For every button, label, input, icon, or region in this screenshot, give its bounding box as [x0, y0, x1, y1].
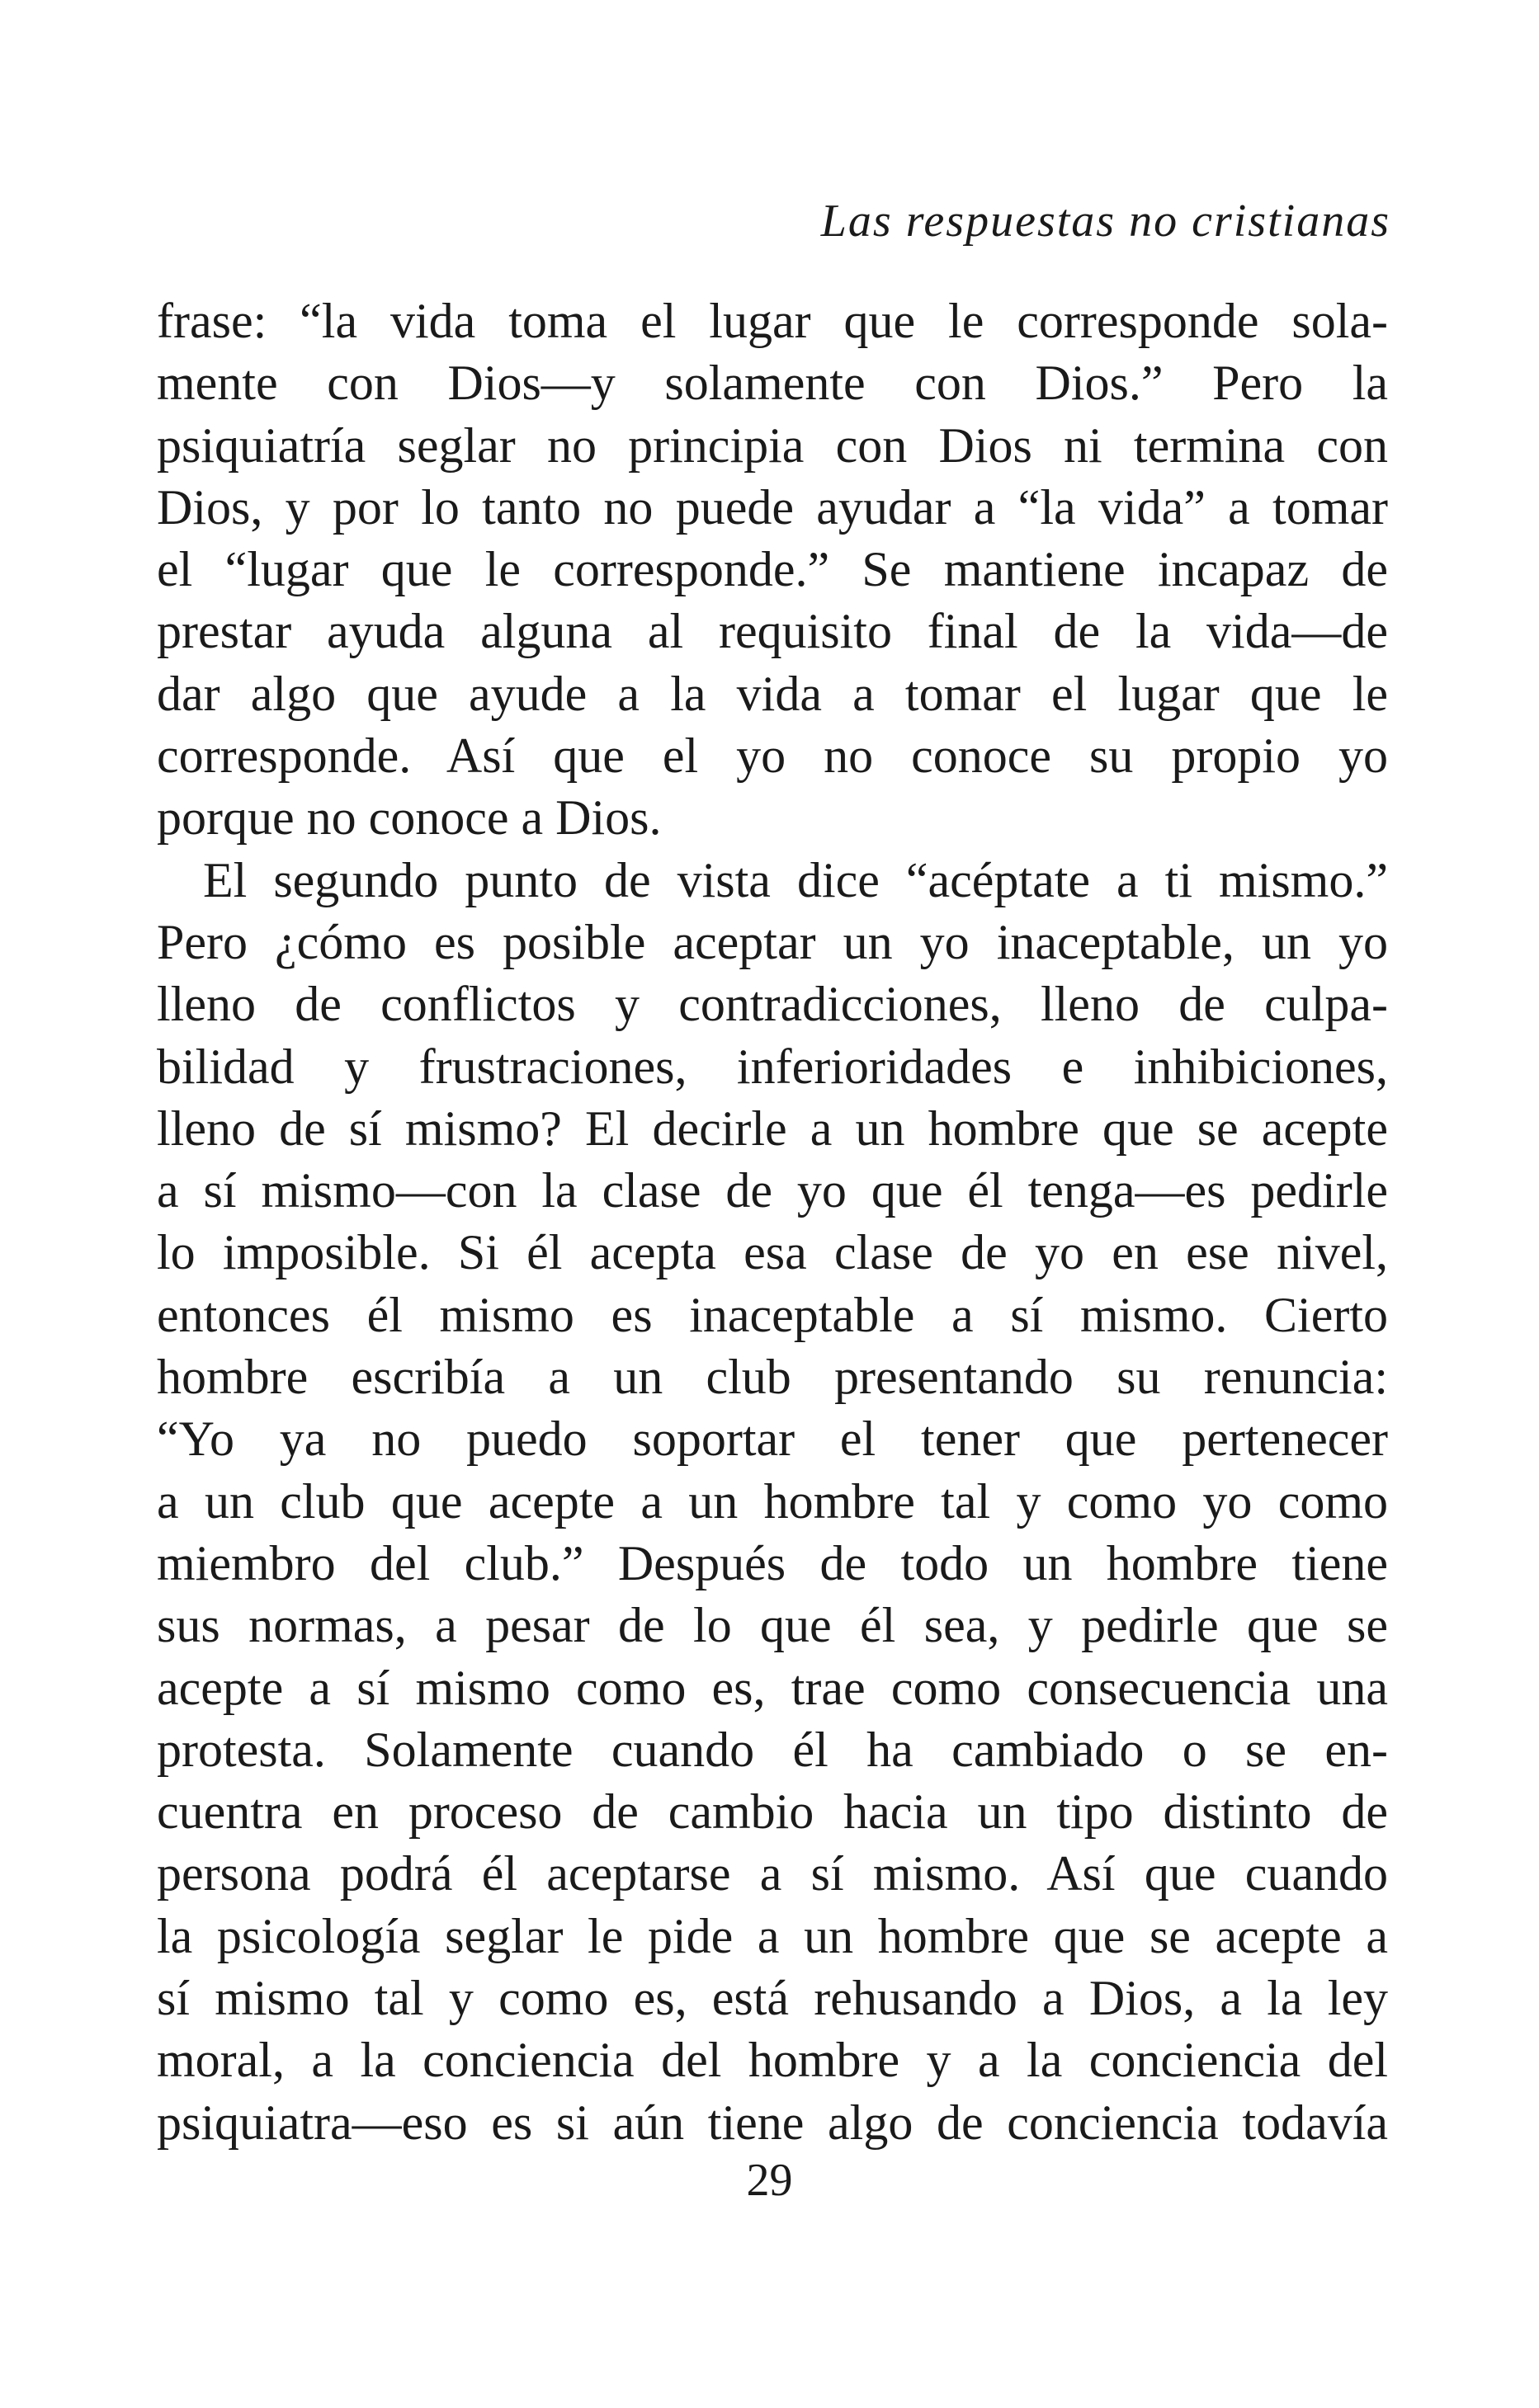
text-line: protesta. Solamente cuando él ha cambiado o se en-	[157, 1722, 1388, 1777]
text-line: prestar ayuda alguna al requisito final de la vida—de	[157, 604, 1388, 659]
text-line: sus normas, a pesar de lo que él sea, y pedirle que se	[157, 1598, 1388, 1653]
text-line: la psicología seglar le pide a un hombre que se acepte a	[157, 1908, 1388, 1963]
text-line: corresponde. Así que el yo no conoce su propio yo	[157, 728, 1388, 784]
text-line: dar algo que ayude a la vida a tomar el lugar que le	[157, 666, 1388, 721]
text-line: frase: “la vida toma el lugar que le corresponde sola-	[157, 294, 1388, 348]
text-line: moral, a la conciencia del hombre y a la conciencia del	[157, 2033, 1388, 2088]
text-line: lo imposible. Si él acepta esa clase de yo en ese nivel,	[157, 1225, 1388, 1280]
text-line: sí mismo tal y como es, está rehusando a Dios, a la ley	[157, 1971, 1388, 2026]
text-line: “Yo ya no puedo soportar el tener que pertenecer	[157, 1411, 1388, 1467]
text-line: Pero ¿cómo es posible aceptar un yo inaceptable, un yo	[157, 914, 1388, 969]
text-line: psiquiatra—eso es si aún tiene algo de conciencia todavía	[157, 2095, 1388, 2150]
text-line: bilidad y frustraciones, inferioridades e inhibiciones,	[157, 1039, 1388, 1094]
text-line: El segundo punto de vista dice “acéptate a ti mismo.”	[203, 852, 1388, 907]
text-line: Dios, y por lo tanto no puede ayudar a “la vida” a tomar	[157, 479, 1388, 535]
text-line: el “lugar que le corresponde.” Se mantiene incapaz de	[157, 542, 1388, 597]
text-line: cuentra en proceso de cambio hacia un tipo distinto de	[157, 1784, 1388, 1840]
text-line: entonces él mismo es inaceptable a sí mismo. Cierto	[157, 1287, 1388, 1342]
text-line: a un club que acepte a un hombre tal y como yo como	[157, 1473, 1388, 1529]
text-line: mente con Dios—y solamente con Dios.” Pero la	[157, 356, 1388, 411]
text-line: hombre escribía a un club presentando su renuncia:	[157, 1350, 1388, 1405]
text-line: acepte a sí mismo como es, trae como consecuencia una	[157, 1660, 1388, 1715]
text-line: a sí mismo—con la clase de yo que él tenga—es pedirle	[157, 1163, 1388, 1218]
running-head: Las respuestas no cristianas	[820, 196, 1390, 247]
text-line: porque no conoce a Dios.	[157, 790, 662, 846]
text-line: lleno de conflictos y contradicciones, lleno de culpa-	[157, 977, 1388, 1032]
text-line: lleno de sí mismo? El decirle a un hombre que se acepte	[157, 1100, 1388, 1156]
text-line: miembro del club.” Después de todo un hombre tiene	[157, 1535, 1388, 1590]
text-line: persona podrá él aceptarse a sí mismo. Así que cuando	[157, 1846, 1388, 1901]
page-number: 29	[746, 2155, 793, 2206]
body-text	[157, 290, 1388, 2154]
text-line: psiquiatría seglar no principia con Dios ni termina con	[157, 417, 1388, 473]
